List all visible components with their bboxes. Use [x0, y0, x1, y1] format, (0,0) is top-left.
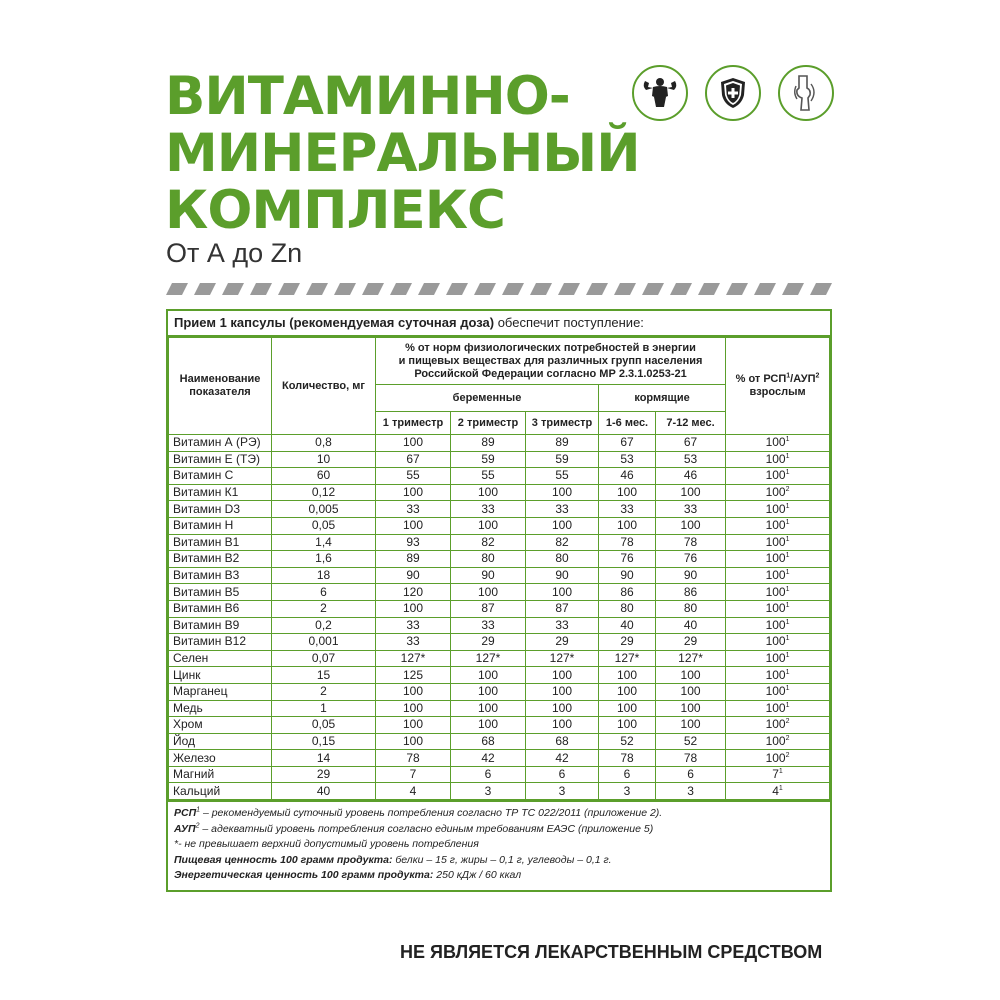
cell-trimester-3: 80 — [526, 551, 599, 568]
cell-amount: 14 — [272, 750, 376, 767]
cell-adult-sup: 1 — [785, 685, 790, 693]
cell-name: Витамин В1 — [169, 534, 272, 551]
cell-trimester-2: 55 — [451, 468, 526, 485]
cell-name: Витамин В3 — [169, 567, 272, 584]
cell-trimester-3: 59 — [526, 451, 599, 468]
cell-trimester-2: 6 — [451, 766, 526, 783]
table-row — [169, 501, 830, 518]
note-aup-term: АУП — [174, 822, 196, 835]
header-norms-line-3: Российской Федерации согласно МР 2.3.1.0253-21 — [414, 367, 687, 380]
cell-adult-sup: 1 — [785, 701, 790, 709]
cell-months-1-6: 3 — [599, 783, 656, 800]
cell-trimester-1: 67 — [376, 451, 451, 468]
cell-months-7-12: 127* — [656, 650, 726, 667]
cell-amount: 10 — [272, 451, 376, 468]
cell-months-1-6: 100 — [599, 484, 656, 501]
header-months-1-6: 1-6 мес. — [599, 412, 656, 435]
cell-months-7-12: 100 — [656, 700, 726, 717]
note-asterisk: *- не превышает верхний допустимый уровень потребления — [174, 838, 479, 851]
cell-months-7-12: 90 — [656, 567, 726, 584]
note-rsp — [174, 806, 824, 822]
header-amount: Количество, мг — [272, 338, 376, 435]
cell-adult-value: 100 — [765, 435, 786, 450]
cell-adult-value: 100 — [765, 601, 786, 616]
intro-rest: обеспечит поступление: — [494, 315, 644, 330]
cell-trimester-2: 100 — [451, 683, 526, 700]
cell-months-1-6: 100 — [599, 717, 656, 734]
table-row — [169, 435, 830, 452]
cell-trimester-3: 55 — [526, 468, 599, 485]
cell-trimester-3: 68 — [526, 733, 599, 750]
cell-adult-sup: 1 — [785, 635, 790, 643]
cell-trimester-2: 33 — [451, 617, 526, 634]
cell-adult-value: 100 — [765, 700, 786, 715]
cell-adult — [726, 717, 830, 734]
cell-amount: 6 — [272, 584, 376, 601]
cell-adult — [726, 766, 830, 783]
cell-trimester-1: 100 — [376, 517, 451, 534]
cell-adult-value: 7 — [772, 767, 779, 782]
composition-table-panel — [166, 309, 832, 892]
composition-table-body — [169, 435, 830, 800]
table-row — [169, 650, 830, 667]
cell-months-1-6: 100 — [599, 667, 656, 684]
cell-name: Витамин D3 — [169, 501, 272, 518]
note-aup-sup: 2 — [195, 822, 200, 830]
cell-adult-value: 100 — [765, 717, 786, 732]
cell-trimester-1: 100 — [376, 717, 451, 734]
cell-adult-value: 100 — [765, 684, 786, 699]
table-row — [169, 600, 830, 617]
cell-trimester-2: 100 — [451, 484, 526, 501]
cell-name: Селен — [169, 650, 272, 667]
cell-months-7-12: 46 — [656, 468, 726, 485]
cell-adult-sup: 1 — [785, 602, 790, 610]
cell-trimester-3: 87 — [526, 600, 599, 617]
cell-trimester-2: 42 — [451, 750, 526, 767]
product-subtitle: От А до Zn — [166, 238, 303, 268]
cell-trimester-2: 87 — [451, 600, 526, 617]
cell-name: Витамин Н — [169, 517, 272, 534]
cell-trimester-1: 100 — [376, 600, 451, 617]
cell-months-1-6: 78 — [599, 534, 656, 551]
cell-months-7-12: 29 — [656, 634, 726, 651]
intro-bold: Прием 1 капсулы (рекомендуемая суточная доза) — [174, 315, 495, 330]
cell-adult-sup: 1 — [785, 519, 790, 527]
cell-trimester-3: 100 — [526, 683, 599, 700]
cell-adult — [726, 667, 830, 684]
title-line-1: ВИТАМИННО- — [165, 66, 570, 127]
cell-months-7-12: 86 — [656, 584, 726, 601]
cell-adult — [726, 551, 830, 568]
table-row — [169, 717, 830, 734]
cell-amount: 0,05 — [272, 517, 376, 534]
table-row — [169, 617, 830, 634]
cell-trimester-1: 7 — [376, 766, 451, 783]
cell-adult-sup: 2 — [785, 718, 790, 726]
cell-adult — [726, 733, 830, 750]
cell-adult-sup: 1 — [785, 502, 790, 510]
cell-months-1-6: 67 — [599, 435, 656, 452]
cell-adult-value: 100 — [765, 750, 786, 765]
cell-trimester-3: 6 — [526, 766, 599, 783]
cell-trimester-3: 100 — [526, 584, 599, 601]
cell-name: Марганец — [169, 683, 272, 700]
cell-adult-sup: 2 — [785, 486, 790, 494]
cell-months-7-12: 80 — [656, 600, 726, 617]
cell-months-1-6: 100 — [599, 700, 656, 717]
cell-adult — [726, 468, 830, 485]
note-energy-term: Энергетическая ценность 100 грамм продукта: — [174, 869, 434, 882]
shield-plus-icon — [705, 65, 761, 121]
cell-adult — [726, 634, 830, 651]
cell-adult-sup: 1 — [778, 768, 783, 776]
cell-months-1-6: 52 — [599, 733, 656, 750]
disclaimer-footer: НЕ ЯВЛЯЕТСЯ ЛЕКАРСТВЕННЫМ СРЕДСТВОМ — [400, 942, 823, 962]
cell-amount: 0,2 — [272, 617, 376, 634]
cell-trimester-2: 100 — [451, 667, 526, 684]
cell-trimester-1: 89 — [376, 551, 451, 568]
cell-trimester-1: 93 — [376, 534, 451, 551]
note-rsp-sup: 1 — [196, 806, 201, 814]
cell-trimester-1: 90 — [376, 567, 451, 584]
table-row — [169, 750, 830, 767]
cell-trimester-2: 80 — [451, 551, 526, 568]
cell-months-1-6: 80 — [599, 600, 656, 617]
header-nursing: кормящие — [599, 385, 726, 412]
note-energy — [174, 868, 824, 884]
cell-name: Витамин В6 — [169, 600, 272, 617]
cell-adult — [726, 534, 830, 551]
cell-months-7-12: 53 — [656, 451, 726, 468]
cell-months-1-6: 46 — [599, 468, 656, 485]
cell-trimester-1: 125 — [376, 667, 451, 684]
cell-adult-value: 100 — [765, 733, 786, 748]
cell-trimester-2: 68 — [451, 733, 526, 750]
cell-adult-value: 100 — [765, 667, 786, 682]
note-aup-text: – адекватный уровень потребления согласно единым требованиям ЕАЭС (приложение 5) — [199, 822, 654, 835]
cell-trimester-1: 33 — [376, 617, 451, 634]
cell-trimester-1: 120 — [376, 584, 451, 601]
cell-trimester-1: 78 — [376, 750, 451, 767]
cell-amount: 1,6 — [272, 551, 376, 568]
cell-adult-value: 100 — [765, 485, 786, 500]
cell-name: Цинк — [169, 667, 272, 684]
cell-adult-sup: 1 — [785, 452, 790, 460]
cell-months-7-12: 100 — [656, 517, 726, 534]
cell-amount: 29 — [272, 766, 376, 783]
header-trimester-1: 1 триместр — [376, 412, 451, 435]
cell-adult-value: 100 — [765, 501, 786, 516]
cell-months-1-6: 6 — [599, 766, 656, 783]
cell-months-7-12: 33 — [656, 501, 726, 518]
cell-trimester-3: 100 — [526, 517, 599, 534]
cell-adult-value: 100 — [765, 451, 786, 466]
cell-months-1-6: 100 — [599, 517, 656, 534]
cell-adult-value: 100 — [765, 568, 786, 583]
cell-trimester-2: 33 — [451, 501, 526, 518]
cell-amount: 1,4 — [272, 534, 376, 551]
table-row — [169, 634, 830, 651]
cell-adult — [726, 650, 830, 667]
header-rsp-prefix: % от РСП — [735, 373, 787, 385]
cell-trimester-1: 55 — [376, 468, 451, 485]
note-rsp-term: РСП — [174, 807, 197, 820]
table-row — [169, 667, 830, 684]
header-months-7-12: 7-12 мес. — [656, 412, 726, 435]
cell-trimester-1: 100 — [376, 700, 451, 717]
cell-months-7-12: 78 — [656, 534, 726, 551]
cell-adult — [726, 517, 830, 534]
cell-amount: 0,8 — [272, 435, 376, 452]
cell-adult-value: 100 — [765, 518, 786, 533]
cell-months-7-12: 78 — [656, 750, 726, 767]
title-line-2: МИНЕРАЛЬНЫЙ — [165, 123, 640, 184]
cell-trimester-2: 29 — [451, 634, 526, 651]
cell-months-1-6: 76 — [599, 551, 656, 568]
cell-adult-value: 100 — [765, 651, 786, 666]
table-row — [169, 567, 830, 584]
cell-trimester-2: 89 — [451, 435, 526, 452]
cell-adult-sup: 2 — [785, 734, 790, 742]
header-name: Наименование показателя — [169, 338, 272, 435]
cell-months-7-12: 67 — [656, 435, 726, 452]
header-rsp-sup1: 1 — [786, 372, 791, 380]
cell-adult-value: 100 — [765, 534, 786, 549]
cell-adult — [726, 750, 830, 767]
cell-adult-sup: 1 — [785, 535, 790, 543]
cell-trimester-3: 100 — [526, 700, 599, 717]
header-rsp-mid: /АУП — [790, 373, 816, 385]
composition-table — [168, 337, 830, 800]
product-title — [165, 68, 640, 239]
header-rsp-suffix: взрослым — [749, 386, 806, 398]
cell-trimester-1: 127* — [376, 650, 451, 667]
cell-trimester-1: 100 — [376, 683, 451, 700]
cell-amount: 0,005 — [272, 501, 376, 518]
cell-adult-sup: 1 — [785, 652, 790, 660]
cell-adult — [726, 783, 830, 800]
cell-months-1-6: 100 — [599, 683, 656, 700]
cell-trimester-3: 90 — [526, 567, 599, 584]
cell-adult-value: 100 — [765, 584, 786, 599]
note-nutrition-text: белки – 15 г, жиры – 0,1 г, углеводы – 0,1 г. — [392, 853, 612, 866]
cell-name: Витамин В9 — [169, 617, 272, 634]
cell-trimester-3: 100 — [526, 667, 599, 684]
cell-name: Кальций — [169, 783, 272, 800]
cell-trimester-1: 33 — [376, 501, 451, 518]
cell-months-1-6: 29 — [599, 634, 656, 651]
cell-trimester-3: 42 — [526, 750, 599, 767]
cell-adult — [726, 501, 830, 518]
note-energy-text: 250 кДж / 60 ккал — [433, 869, 522, 882]
cell-trimester-2: 90 — [451, 567, 526, 584]
cell-months-7-12: 100 — [656, 667, 726, 684]
cell-trimester-3: 82 — [526, 534, 599, 551]
table-intro — [168, 311, 830, 337]
cell-months-7-12: 40 — [656, 617, 726, 634]
cell-trimester-2: 82 — [451, 534, 526, 551]
cell-amount: 2 — [272, 600, 376, 617]
cell-months-7-12: 100 — [656, 717, 726, 734]
cell-trimester-2: 100 — [451, 700, 526, 717]
table-row — [169, 484, 830, 501]
cell-adult-sup: 1 — [785, 569, 790, 577]
table-row — [169, 517, 830, 534]
cell-trimester-2: 100 — [451, 517, 526, 534]
cell-name: Витамин В2 — [169, 551, 272, 568]
table-row — [169, 451, 830, 468]
note-rsp-text: – рекомендуемый суточный уровень потребления согласно ТР ТС 022/2011 (приложение 2). — [200, 807, 663, 820]
header-pregnant: беременные — [376, 385, 599, 412]
cell-amount: 60 — [272, 468, 376, 485]
cell-name: Витамин В5 — [169, 584, 272, 601]
table-row — [169, 700, 830, 717]
benefit-icons — [632, 65, 834, 125]
cell-trimester-2: 3 — [451, 783, 526, 800]
cell-adult — [726, 584, 830, 601]
cell-adult-sup: 1 — [785, 618, 790, 626]
cell-amount: 0,15 — [272, 733, 376, 750]
note-nutrition-term: Пищевая ценность 100 грамм продукта: — [174, 853, 393, 866]
cell-trimester-2: 127* — [451, 650, 526, 667]
table-row — [169, 584, 830, 601]
cell-months-1-6: 78 — [599, 750, 656, 767]
cell-adult-sup: 1 — [778, 784, 783, 792]
cell-trimester-1: 33 — [376, 634, 451, 651]
cell-adult — [726, 567, 830, 584]
cell-adult — [726, 700, 830, 717]
table-row — [169, 783, 830, 800]
cell-adult-value: 100 — [765, 468, 786, 483]
cell-trimester-3: 100 — [526, 484, 599, 501]
cell-amount: 0,001 — [272, 634, 376, 651]
cell-trimester-1: 100 — [376, 435, 451, 452]
cell-months-7-12: 76 — [656, 551, 726, 568]
cell-name: Витамин Е (ТЭ) — [169, 451, 272, 468]
cell-trimester-2: 100 — [451, 717, 526, 734]
cell-months-1-6: 90 — [599, 567, 656, 584]
cell-name: Йод — [169, 733, 272, 750]
cell-months-1-6: 86 — [599, 584, 656, 601]
cell-adult — [726, 451, 830, 468]
cell-name: Медь — [169, 700, 272, 717]
header-trimester-3: 3 триместр — [526, 412, 599, 435]
cell-adult-sup: 1 — [785, 469, 790, 477]
cell-trimester-1: 100 — [376, 733, 451, 750]
cell-adult — [726, 484, 830, 501]
cell-adult-value: 100 — [765, 634, 786, 649]
cell-name: Витамин К1 — [169, 484, 272, 501]
cell-name: Витамин С — [169, 468, 272, 485]
cell-trimester-3: 3 — [526, 783, 599, 800]
header-trimester-2: 2 триместр — [451, 412, 526, 435]
cell-name: Железо — [169, 750, 272, 767]
cell-adult — [726, 617, 830, 634]
table-row — [169, 551, 830, 568]
cell-trimester-1: 100 — [376, 484, 451, 501]
cell-amount: 0,05 — [272, 717, 376, 734]
cell-adult — [726, 600, 830, 617]
cell-name: Магний — [169, 766, 272, 783]
muscle-icon — [632, 65, 688, 121]
cell-adult-value: 100 — [765, 551, 786, 566]
note-nutrition — [174, 853, 824, 869]
cell-adult — [726, 435, 830, 452]
cell-months-7-12: 100 — [656, 484, 726, 501]
cell-adult-value: 100 — [765, 617, 786, 632]
table-row — [169, 683, 830, 700]
cell-amount: 18 — [272, 567, 376, 584]
header-norms — [376, 338, 726, 385]
header-norms-line-1: % от норм физиологических потребностей в энергии — [405, 341, 696, 354]
cell-months-1-6: 53 — [599, 451, 656, 468]
cell-adult-sup: 2 — [785, 751, 790, 759]
table-notes — [168, 800, 830, 890]
cell-trimester-3: 100 — [526, 717, 599, 734]
cell-amount: 1 — [272, 700, 376, 717]
header-rsp-sup2: 2 — [815, 372, 820, 380]
cell-adult-sup: 1 — [785, 585, 790, 593]
cell-amount: 40 — [272, 783, 376, 800]
header-adult — [726, 338, 830, 435]
cell-trimester-1: 4 — [376, 783, 451, 800]
cell-amount: 2 — [272, 683, 376, 700]
cell-months-1-6: 127* — [599, 650, 656, 667]
cell-months-7-12: 3 — [656, 783, 726, 800]
table-row — [169, 766, 830, 783]
cell-adult-value: 4 — [772, 783, 779, 798]
cell-months-1-6: 33 — [599, 501, 656, 518]
cell-adult — [726, 683, 830, 700]
table-row — [169, 534, 830, 551]
cell-trimester-3: 33 — [526, 617, 599, 634]
cell-amount: 0,12 — [272, 484, 376, 501]
table-row — [169, 733, 830, 750]
table-row — [169, 468, 830, 485]
header-norms-line-2: и пищевых веществах для различных групп населения — [398, 354, 703, 367]
cell-trimester-2: 100 — [451, 584, 526, 601]
title-line-3: КОМПЛЕКС — [165, 180, 505, 241]
cell-amount: 0,07 — [272, 650, 376, 667]
cell-trimester-3: 33 — [526, 501, 599, 518]
cell-name: Витамин А (РЭ) — [169, 435, 272, 452]
cell-amount: 15 — [272, 667, 376, 684]
cell-name: Витамин В12 — [169, 634, 272, 651]
cell-adult-sup: 1 — [785, 668, 790, 676]
cell-trimester-2: 59 — [451, 451, 526, 468]
cell-months-1-6: 40 — [599, 617, 656, 634]
cell-name: Хром — [169, 717, 272, 734]
decorative-stripes — [166, 283, 832, 295]
cell-months-7-12: 52 — [656, 733, 726, 750]
note-aup — [174, 822, 824, 838]
joint-icon — [778, 65, 834, 121]
cell-months-7-12: 100 — [656, 683, 726, 700]
cell-trimester-3: 89 — [526, 435, 599, 452]
cell-months-7-12: 6 — [656, 766, 726, 783]
cell-adult-sup: 1 — [785, 552, 790, 560]
cell-trimester-3: 127* — [526, 650, 599, 667]
cell-adult-sup: 1 — [785, 436, 790, 444]
cell-trimester-3: 29 — [526, 634, 599, 651]
